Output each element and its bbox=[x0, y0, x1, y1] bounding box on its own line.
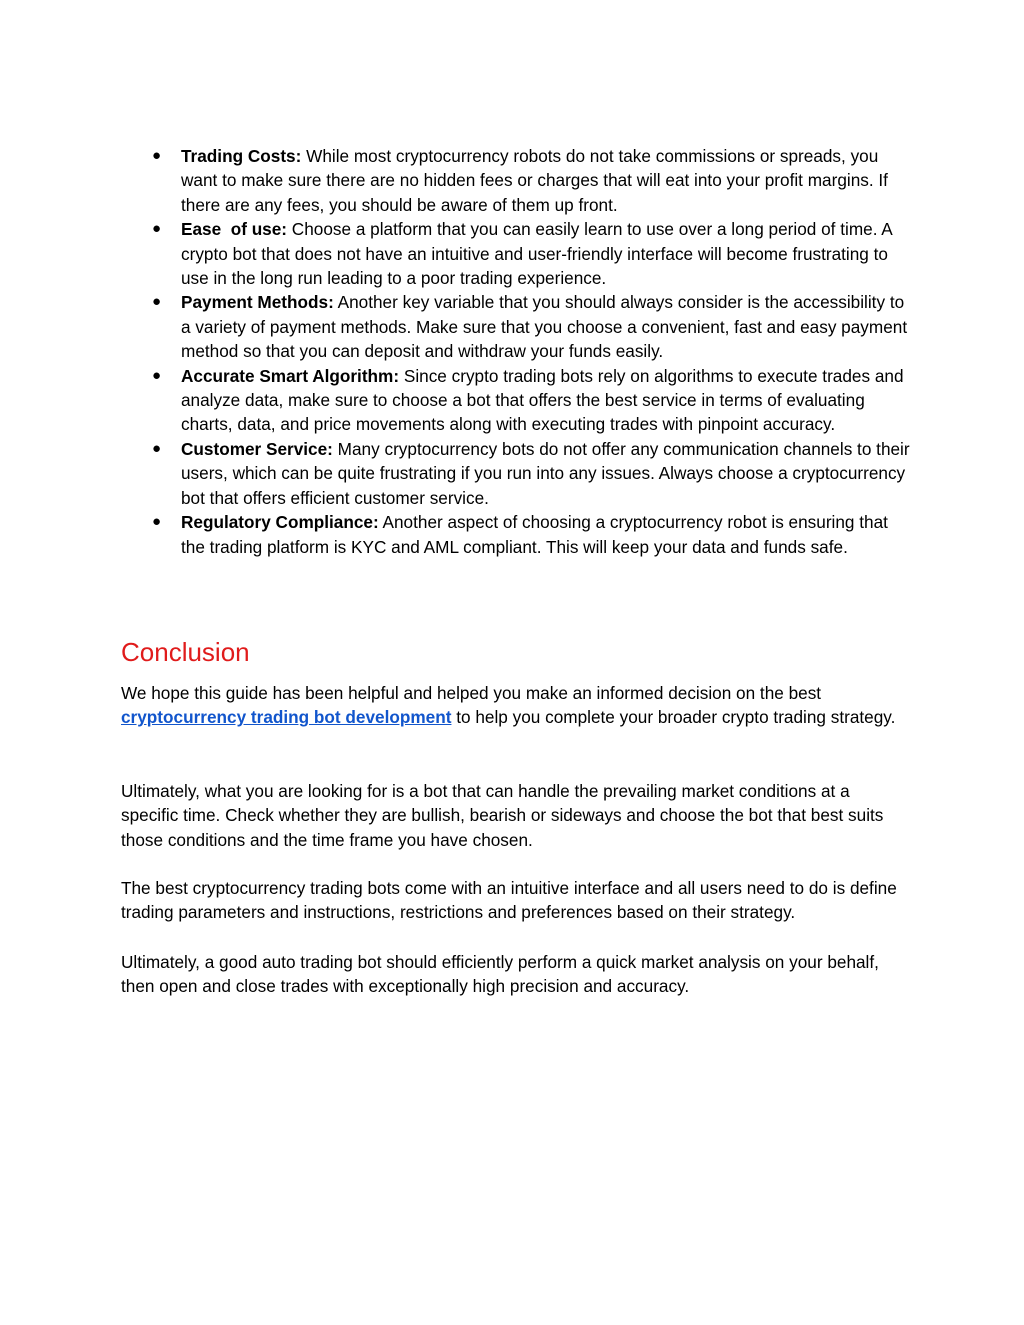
bullet-text: While most cryptocurrency robots do not take commissions or spreads, you want to make sure there are no hidden fees or charges that will eat into your profit margins. If there are any fees, you should be aware of them up front. bbox=[181, 146, 888, 215]
bullet-text: Since crypto trading bots rely on algorithms to execute trades and analyze data, make sure to choose a bot that offers the best service in terms of evaluating charts, data, and price movements along with executing trades with pinpoint accuracy. bbox=[181, 365, 904, 435]
paragraph-text: We hope this guide has been helpful and helped you make an informed decision on the best bbox=[121, 683, 822, 703]
bullet-text: Another aspect of choosing a cryptocurrency robot is ensuring that the trading platform is KYC and AML compliant. This will keep your data and funds safe. bbox=[181, 512, 888, 557]
bullet-term: Regulatory Compliance: bbox=[181, 512, 379, 533]
criteria-bullet-list bbox=[152, 144, 912, 559]
bullet-text: Many cryptocurrency bots do not offer any communication channels to their users, which can be quite frustrating if you run into any issues. Always choose a cryptocurrency bot that offers efficient customer service. bbox=[181, 438, 910, 508]
bullet-item-customer-service bbox=[152, 437, 912, 510]
conclusion-paragraph-3: The best cryptocurrency trading bots come with an intuitive interface and all users need to do is define trading parameters and instructions, restrictions and preferences based on their strategy. bbox=[121, 878, 897, 923]
bullet-icon: ● bbox=[152, 220, 162, 238]
bullet-item-payment-methods bbox=[152, 290, 912, 363]
bullet-icon: ● bbox=[152, 439, 162, 457]
bullet-icon: ● bbox=[152, 293, 162, 311]
bullet-term: Trading Costs: bbox=[181, 146, 302, 166]
bullet-term: Payment Methods: bbox=[181, 292, 334, 313]
crypto-trading-bot-development-link[interactable]: cryptocurrency trading bot development bbox=[121, 707, 452, 728]
bullet-text: Another key variable that you should always consider is the accessibility to a variety of payment methods. Make sure that you choose a convenient, fast and easy payment method so that you can deposit and withdraw your funds easily. bbox=[181, 292, 908, 362]
bullet-item-ease-of-use bbox=[152, 217, 912, 290]
bullet-term: Accurate Smart Algorithm: bbox=[181, 365, 400, 386]
bullet-term: Ease of use: bbox=[181, 219, 288, 240]
bullet-item-regulatory-compliance bbox=[152, 510, 912, 559]
conclusion-heading: Conclusion bbox=[121, 637, 250, 667]
bullet-item-accurate-smart-algorithm bbox=[152, 364, 912, 437]
conclusion-paragraph-1 bbox=[121, 681, 911, 730]
bullet-text: Choose a platform that you can easily learn to use over a long period of time. A crypto bot that does not have an intuitive and user-friendly interface will become frustrating to use in the long run leading to a poor trading experience. bbox=[181, 219, 892, 289]
paragraph-text: to help you complete your broader crypto trading strategy. bbox=[451, 707, 896, 728]
conclusion-paragraph-2: Ultimately, what you are looking for is a bot that can handle the prevailing market conditions at a specific time. Check whether they are bullish, bearish or sideways and choose the bot that best suits those conditions and the time frame you have chosen. bbox=[121, 781, 884, 850]
bullet-term: Customer Service: bbox=[181, 438, 333, 459]
bullet-icon: ● bbox=[152, 366, 162, 384]
bullet-icon: ● bbox=[152, 147, 162, 164]
conclusion-paragraph-4: Ultimately, a good auto trading bot should efficiently perform a quick market analysis on your behalf, then open and close trades with exceptionally high precision and accuracy. bbox=[121, 952, 879, 997]
bullet-item-trading-costs bbox=[152, 144, 912, 217]
bullet-icon: ● bbox=[152, 513, 162, 531]
